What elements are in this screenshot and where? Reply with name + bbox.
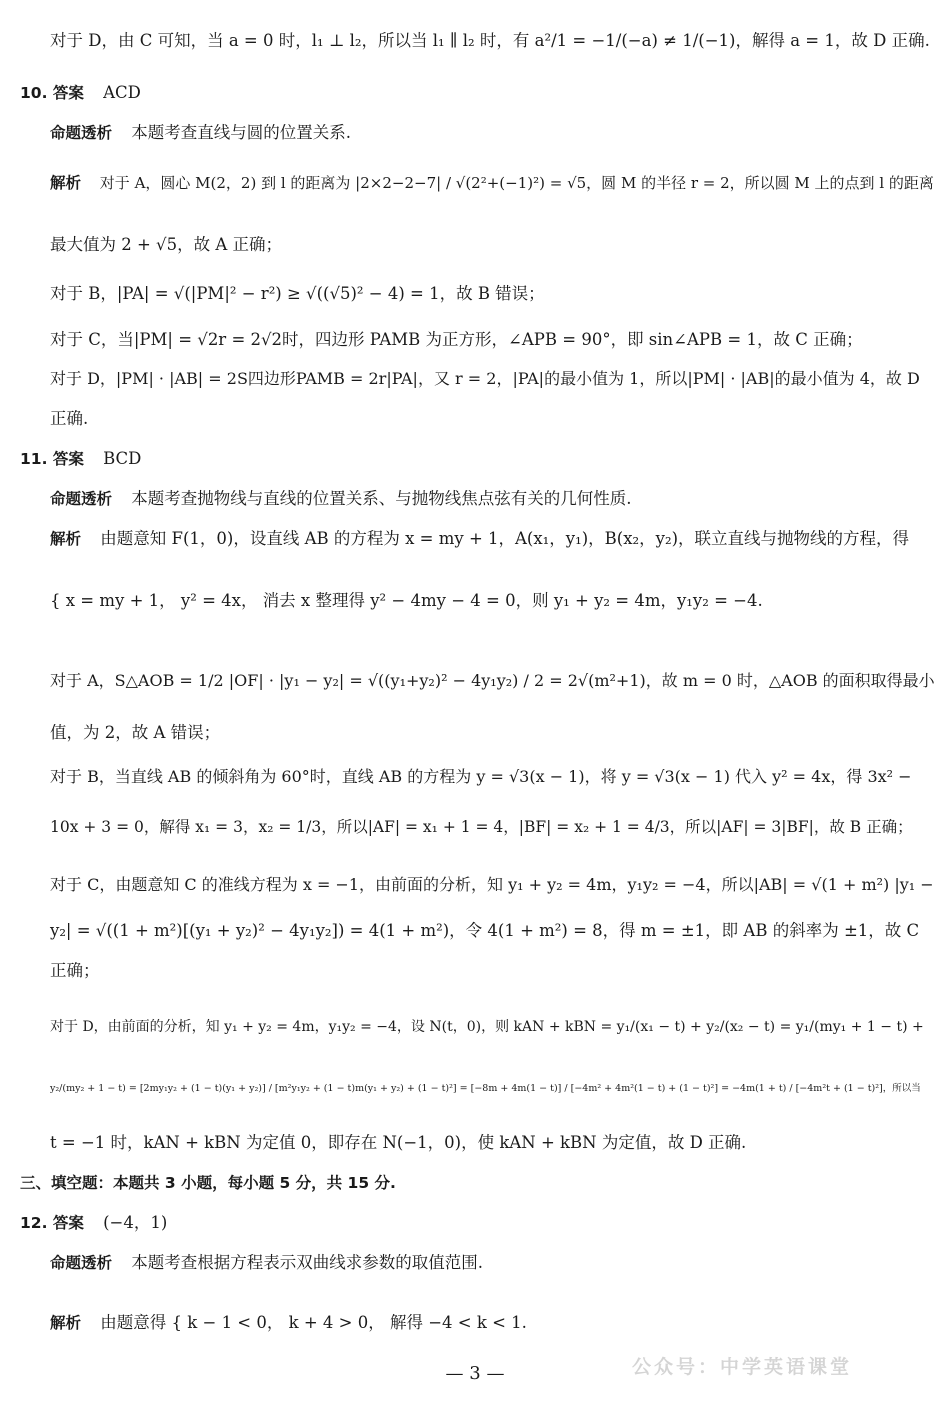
q10-line-a: 最大值为 2 + √5，故 A 正确； [50, 235, 282, 254]
q10-analysis-label: 解析 [50, 174, 82, 192]
q11-analysis-text: 由题意知 F(1，0)，设直线 AB 的方程为 x = my + 1，A(x₁，y₁)，B(x₂，y₂)，联立直线与抛物线的方程，得 [100, 529, 910, 548]
q10-line-d: 对于 D，|PM| · |AB| = 2S四边形PAMB = 2r|PA|，又 r = 2，|PA|的最小值为 1，所以|PM| · |AB|的最小值为 4，故 D [50, 369, 920, 388]
q11-line-a: 对于 A，S△AOB = 1/2 |OF| · |y₁ − y₂| = √((y₁+y₂)² − 4y₁y₂) / 2 = 2√(m²+1)，故 m = 0 时，△AOB 的面积取得最小 [50, 671, 935, 690]
q12-analysis-text: 由题意得 { k − 1 < 0， k + 4 > 0， 解得 −4 < k < 1. [100, 1313, 527, 1332]
q11-analysis-row [50, 528, 909, 550]
q10-answer-label: 10. 答案 [20, 84, 84, 102]
q10-analysis-row [50, 172, 934, 194]
q10-line-c: 对于 C，当|PM| = √2r = 2√2时，四边形 PAMB 为正方形，∠APB = 90°，即 sin∠APB = 1，故 C 正确； [50, 330, 863, 349]
line-d-conclusion: 对于 D，由 C 可知，当 a = 0 时，l₁ ⊥ l₂，所以当 l₁ ∥ l₂ 时，有 a²/1 = −1/(−a) ≠ 1/(−1)，解得 a = 1，故 D 正确. [50, 31, 930, 50]
section-heading-fill-blank: 三、填空题：本题共 3 小题，每小题 5 分，共 15 分. [20, 1174, 396, 1192]
q11-line-c-end: 正确； [50, 961, 100, 980]
q10-line-b: 对于 B，|PA| = √(|PM|² − r²) ≥ √((√5)² − 4) = 1，故 B 错误； [50, 284, 545, 303]
q12-answer-row [20, 1212, 167, 1234]
q12-intent-label: 命题透析 [50, 1254, 113, 1272]
q12-intent-text: 本题考查根据方程表示双曲线求参数的取值范围. [131, 1253, 484, 1272]
q10-answer-row [20, 82, 141, 104]
q11-line-b: 对于 B，当直线 AB 的倾斜角为 60°时，直线 AB 的方程为 y = √3(x − 1)，将 y = √3(x − 1) 代入 y² = 4x，得 3x² − [50, 767, 912, 786]
q11-system-line: { x = my + 1， y² = 4x， 消去 x 整理得 y² − 4my − 4 = 0，则 y₁ + y₂ = 4m，y₁y₂ = −4. [50, 591, 763, 610]
q10-line-d-end: 正确. [50, 409, 89, 428]
q11-line-b-cont: 10x + 3 = 0，解得 x₁ = 3，x₂ = 1/3，所以|AF| = x₁ + 1 = 4，|BF| = x₂ + 1 = 4/3，所以|AF| = 3|BF|，故 B 正确； [50, 818, 913, 836]
q11-answer-label: 11. 答案 [20, 450, 84, 468]
q11-intent-label: 命题透析 [50, 490, 113, 508]
page-number: — 3 — [445, 1363, 505, 1384]
q10-intent-text: 本题考查直线与圆的位置关系. [131, 123, 352, 142]
q11-line-d-cont: y₂/(my₂ + 1 − t) = [2my₁y₂ + (1 − t)(y₁ + y₂)] / [m²y₁y₂ + (1 − t)m(y₁ + y₂) + (1 − t)²] = [−8m + 4m(1 − t)] / [−4m² + 4m²(1 − t) + (1 − t)²] = −4m(1 + t) / [−4m²t + (1 − t)²]，所以当 [50, 1083, 921, 1094]
q10-intent-row [50, 122, 351, 144]
q10-intent-label: 命题透析 [50, 124, 113, 142]
q10-answer-value: ACD [103, 83, 141, 102]
q11-line-c-cont: y₂| = √((1 + m²)[(y₁ + y₂)² − 4y₁y₂]) = 4(1 + m²)，令 4(1 + m²) = 8，得 m = ±1，即 AB 的斜率为 ±1，故 C [50, 921, 920, 940]
q11-answer-row [20, 448, 141, 470]
q10-analysis-text: 对于 A，圆心 M(2，2) 到 l 的距离为 |2×2−2−7| / √(2²+(−1)²) = √5，圆 M 的半径 r = 2，所以圆 M 上的点到 l 的距离 [99, 174, 934, 192]
q11-line-d-end: t = −1 时，kAN + kBN 为定值 0，即存在 N(−1，0)，使 kAN + kBN 为定值，故 D 正确. [50, 1133, 747, 1152]
q11-line-c: 对于 C，由题意知 C 的准线方程为 x = −1，由前面的分析，知 y₁ + y₂ = 4m，y₁y₂ = −4，所以|AB| = √(1 + m²) |y₁ − [50, 875, 934, 894]
q12-answer-value: (−4，1) [103, 1213, 168, 1232]
q12-answer-label: 12. 答案 [20, 1214, 84, 1232]
q11-intent-text: 本题考查抛物线与直线的位置关系、与抛物线焦点弦有关的几何性质. [131, 489, 632, 508]
q12-analysis-row [50, 1312, 527, 1334]
q11-analysis-label: 解析 [50, 530, 82, 548]
q12-analysis-label: 解析 [50, 1314, 82, 1332]
q11-line-a-end: 值，为 2，故 A 错误； [50, 723, 221, 742]
q12-intent-row [50, 1252, 483, 1274]
watermark: 公众号：中学英语课堂 [632, 1356, 853, 1378]
q11-answer-value: BCD [103, 449, 142, 468]
q11-intent-row [50, 488, 632, 510]
q11-line-d: 对于 D，由前面的分析，知 y₁ + y₂ = 4m，y₁y₂ = −4，设 N(t，0)，则 kAN + kBN = y₁/(x₁ − t) + y₂/(x₂ − t) = y₁/(my₁ + 1 − t) + [50, 1019, 924, 1035]
